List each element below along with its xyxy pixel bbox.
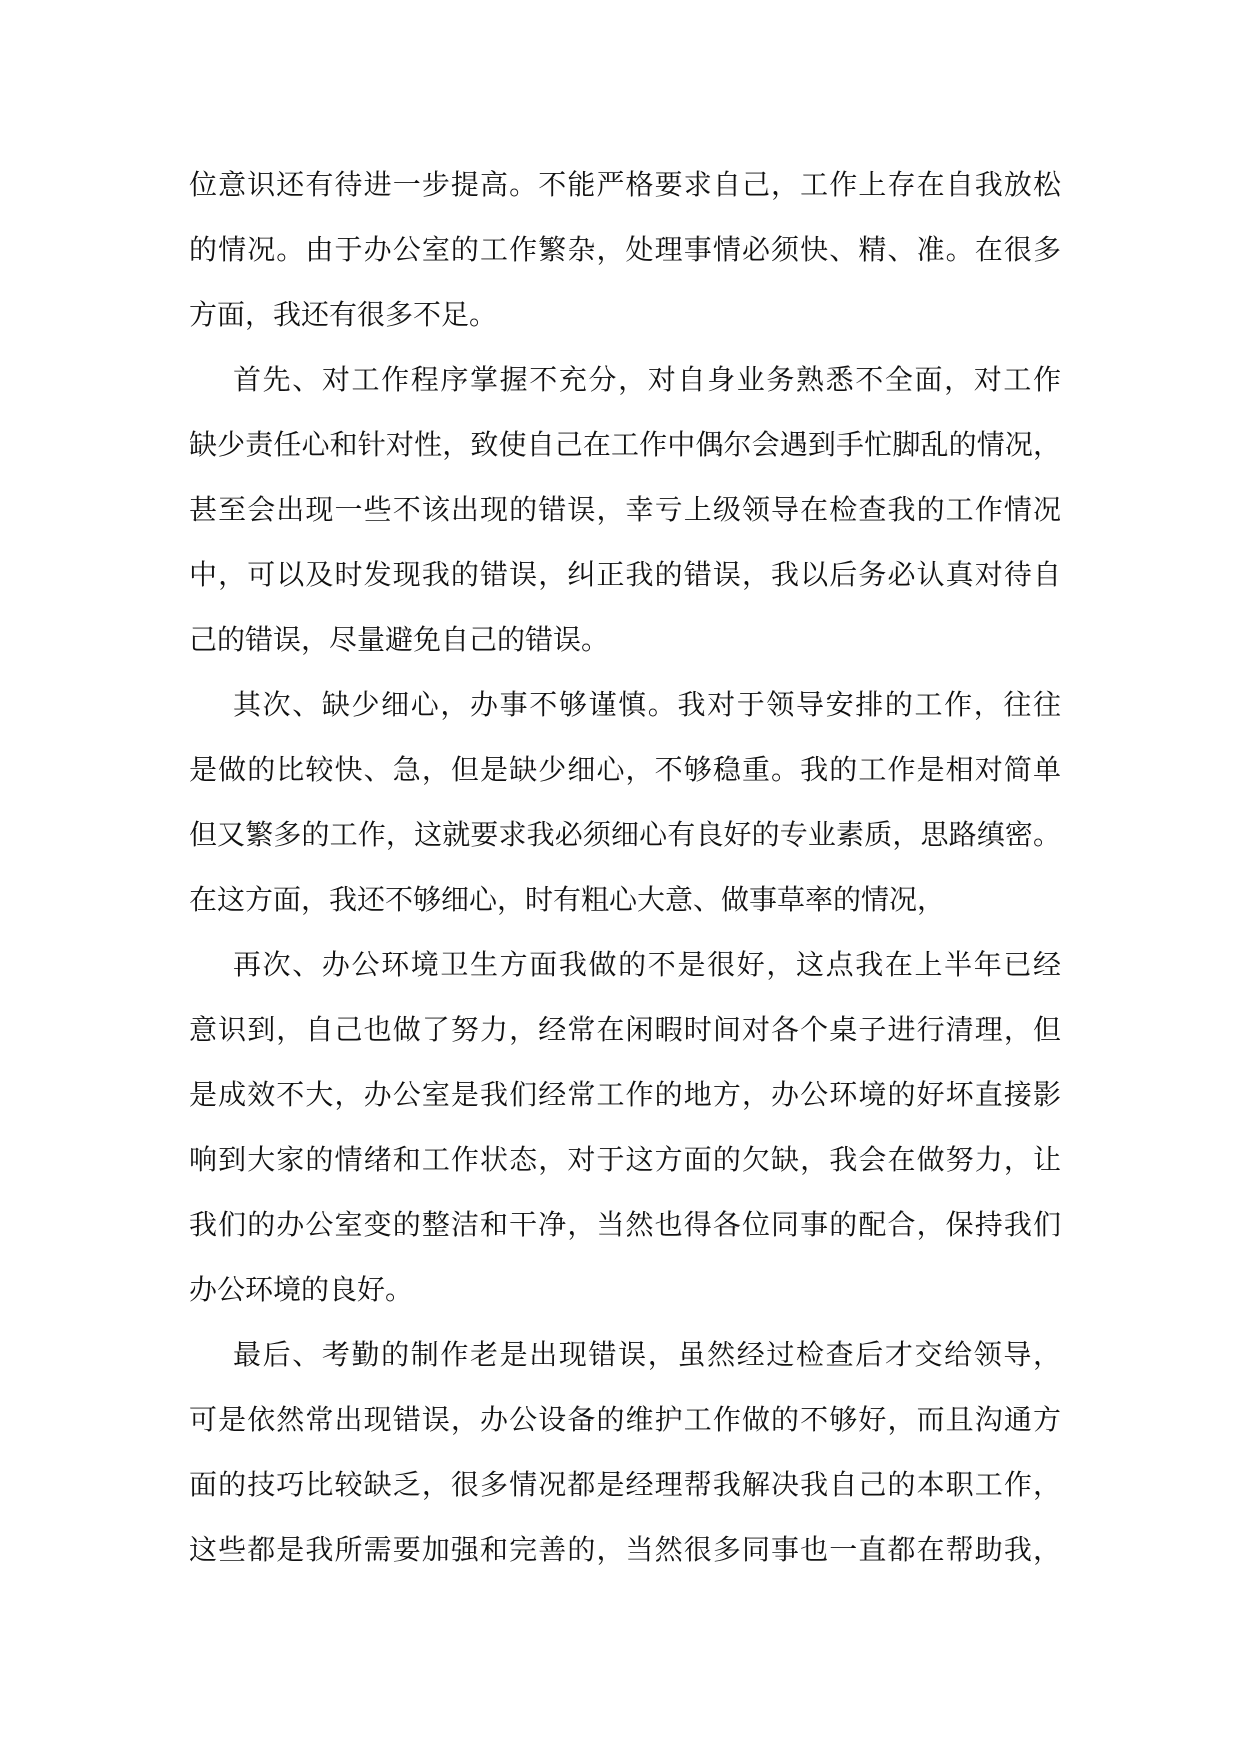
text-line: 响到大家的情绪和工作状态，对于这方面的欠缺，我会在做努力，让 — [189, 1143, 1061, 1176]
text-line: 己的错误，尽量避免自己的错误。 — [189, 623, 610, 656]
text-line: 可是依然常出现错误，办公设备的维护工作做的不够好，而且沟通方 — [189, 1403, 1061, 1436]
text-line: 方面，我还有很多不足。 — [189, 298, 498, 331]
text-line: 意识到，自己也做了努力，经常在闲暇时间对各个桌子进行清理，但 — [189, 1013, 1061, 1046]
document-body — [189, 152, 1061, 1582]
text-line: 再次、办公环境卫生方面我做的不是很好，这点我在上半年已经 — [233, 948, 1061, 981]
text-line: 是做的比较快、急，但是缺少细心，不够稳重。我的工作是相对简单 — [189, 753, 1061, 786]
text-line: 其次、缺少细心，办事不够谨慎。我对于领导安排的工作，往往 — [233, 688, 1061, 721]
text-line: 办公环境的良好。 — [189, 1273, 414, 1306]
text-line: 面的技巧比较缺乏，很多情况都是经理帮我解决我自己的本职工作， — [189, 1468, 1061, 1501]
text-line: 但又繁多的工作，这就要求我必须细心有良好的专业素质，思路缜密。 — [189, 818, 1061, 851]
paragraph-5 — [189, 1322, 1061, 1582]
text-line: 甚至会出现一些不该出现的错误，幸亏上级领导在检查我的工作情况 — [189, 493, 1061, 526]
paragraph-1 — [189, 152, 1061, 347]
text-line: 在这方面，我还不够细心，时有粗心大意、做事草率的情况， — [189, 883, 946, 916]
text-line: 我们的办公室变的整洁和干净，当然也得各位同事的配合，保持我们 — [189, 1208, 1061, 1241]
text-line: 的情况。由于办公室的工作繁杂，处理事情必须快、精、准。在很多 — [189, 233, 1061, 266]
paragraph-4 — [189, 932, 1061, 1322]
text-line: 这些都是我所需要加强和完善的，当然很多同事也一直都在帮助我， — [189, 1533, 1061, 1566]
paragraph-3 — [189, 672, 1061, 932]
paragraph-2 — [189, 347, 1061, 672]
text-line: 缺少责任心和针对性，致使自己在工作中偶尔会遇到手忙脚乱的情况， — [189, 428, 1061, 461]
text-line: 是成效不大，办公室是我们经常工作的地方，办公环境的好坏直接影 — [189, 1078, 1061, 1111]
text-line: 中，可以及时发现我的错误，纠正我的错误，我以后务必认真对待自 — [189, 558, 1061, 591]
text-line: 首先、对工作程序掌握不充分，对自身业务熟悉不全面，对工作 — [233, 363, 1061, 396]
text-line: 最后、考勤的制作老是出现错误，虽然经过检查后才交给领导， — [233, 1338, 1061, 1371]
text-line: 位意识还有待进一步提高。不能严格要求自己，工作上存在自我放松 — [189, 168, 1061, 201]
